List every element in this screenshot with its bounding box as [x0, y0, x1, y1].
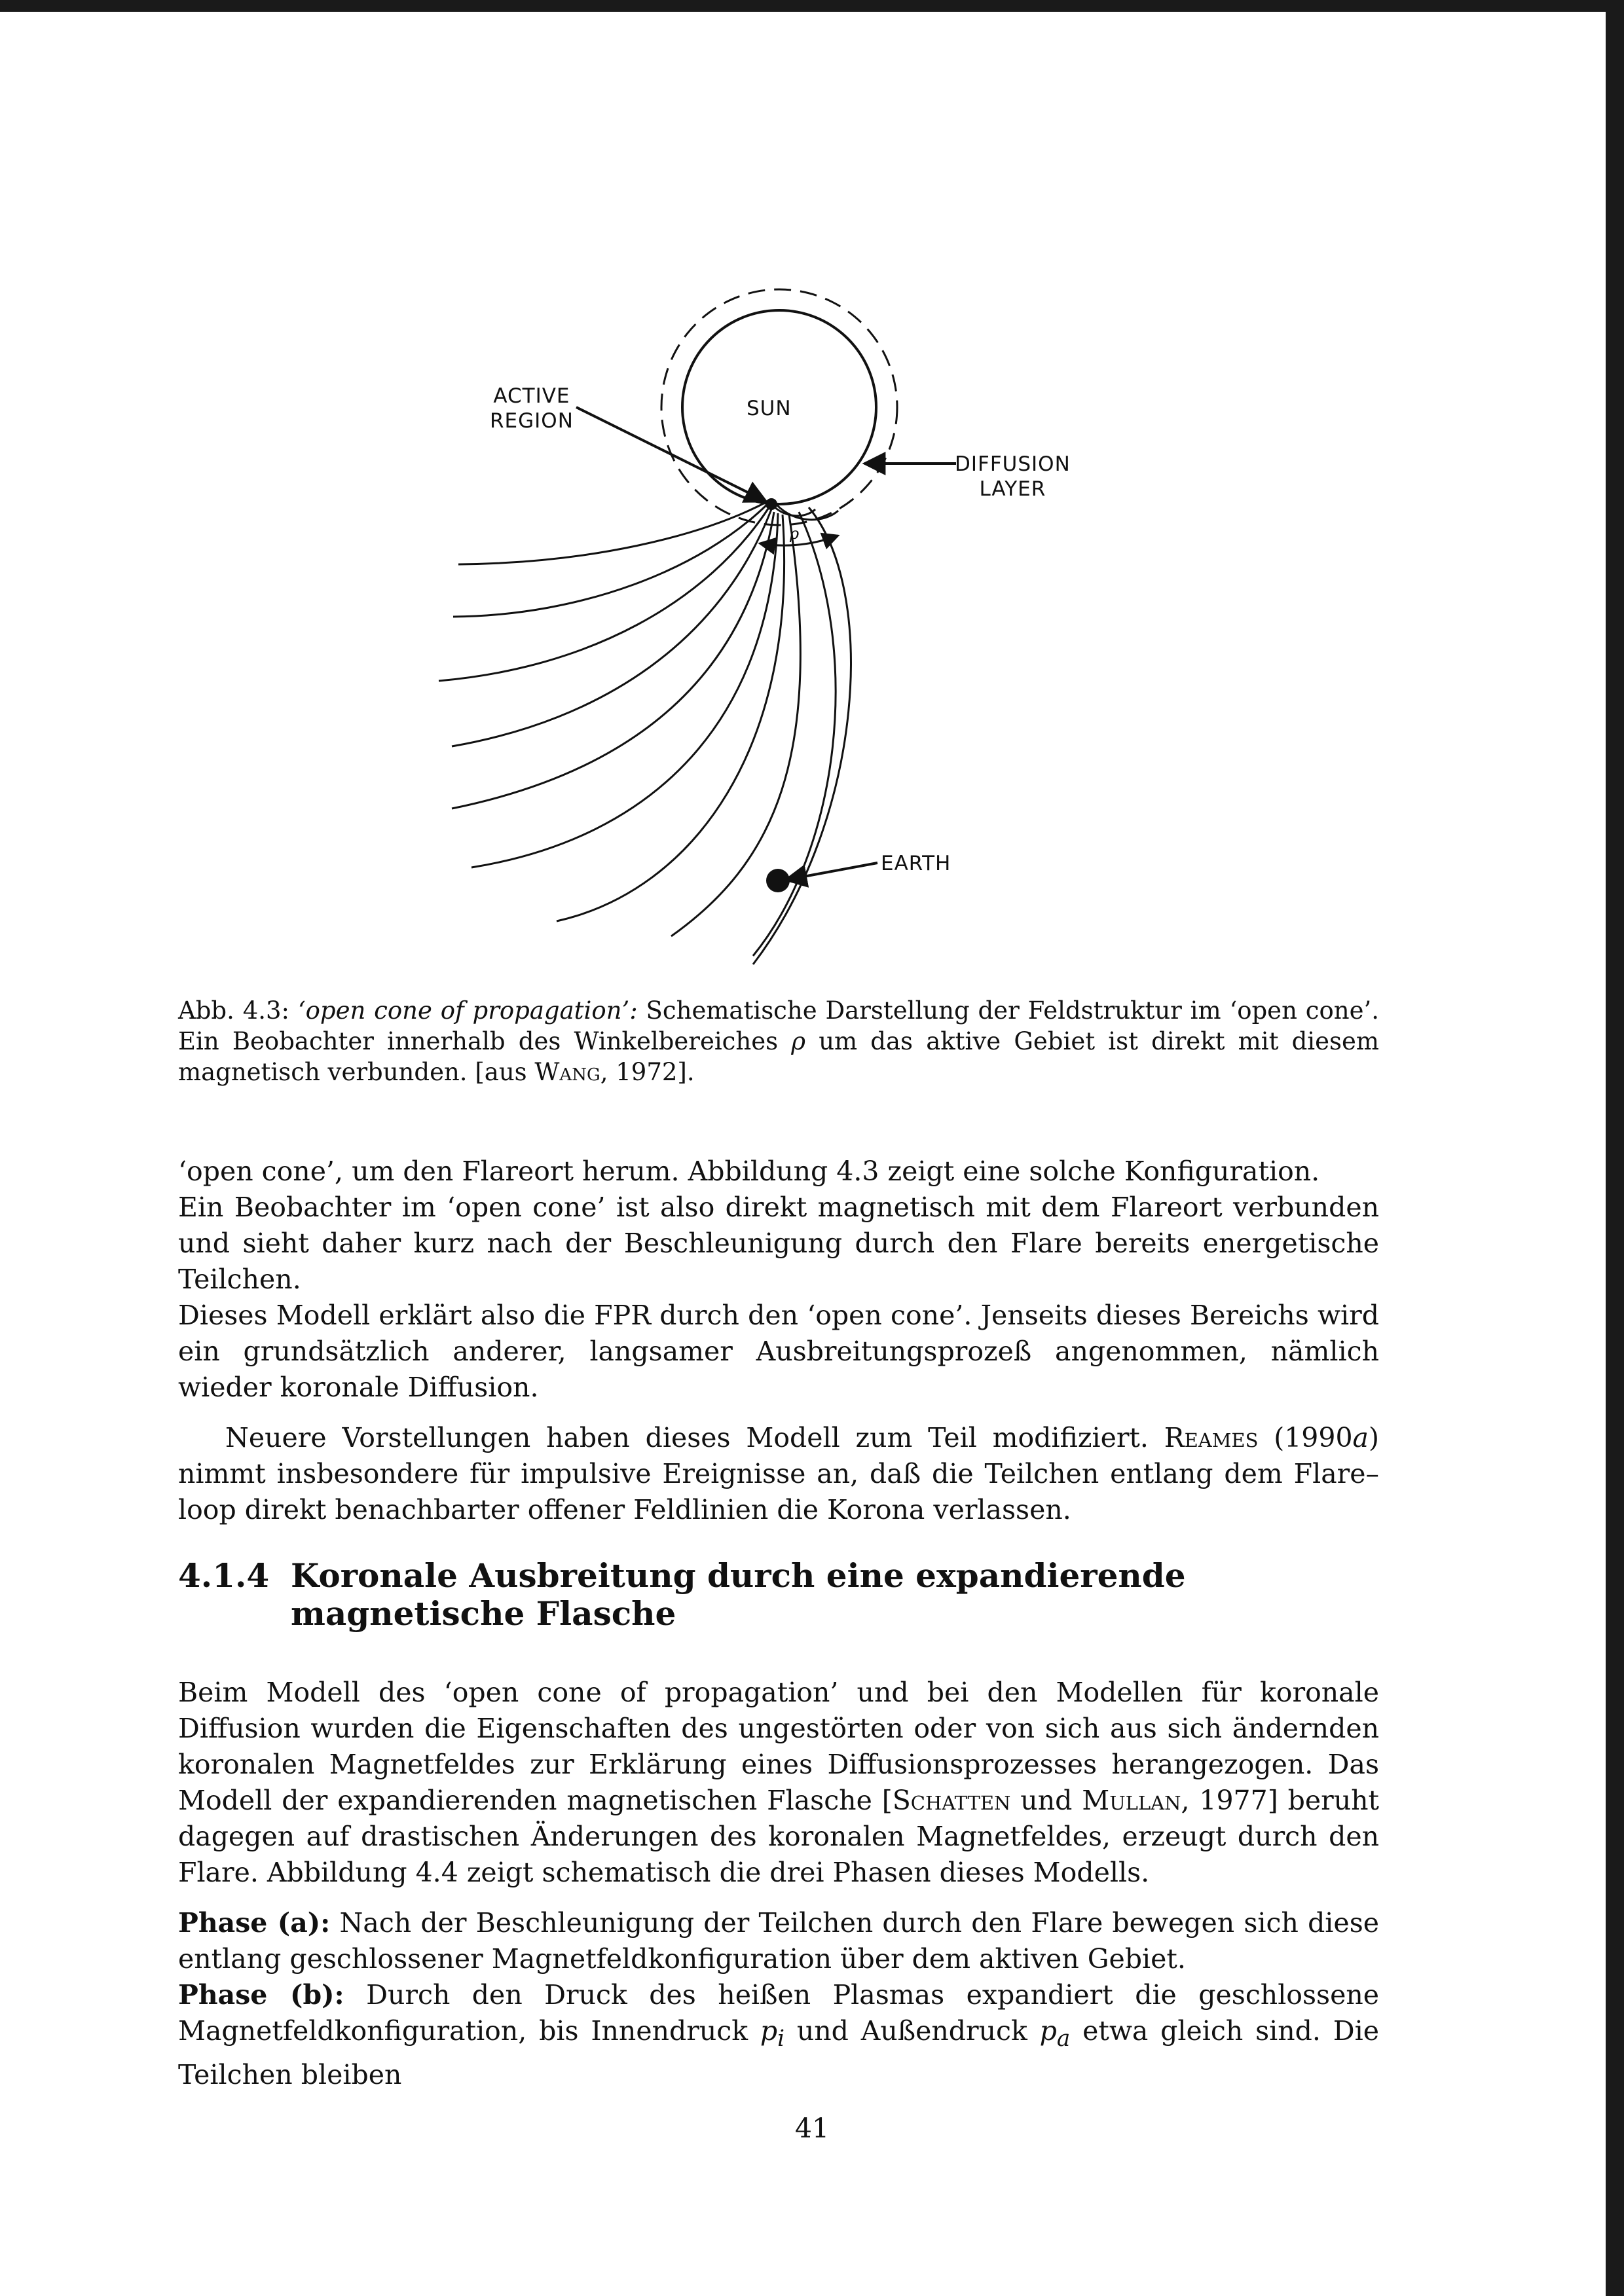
scan-border-top — [0, 0, 1624, 12]
caption-symbol: ρ — [791, 1027, 806, 1055]
p1-text-a: Beim Modell des ‘open cone of propagation’ und bei den Modellen für koronale Diffusion wurden die Eigenschaften des ungestörten oder von sich aus sich ändernden koronalen Magnetfeldes zur Erklärung eines Diffusionsprozesses herangezogen. Das Modell der expandierenden magnetischen Flasche [ — [178, 1677, 1379, 1816]
figure-drawing — [419, 262, 1139, 982]
symbol-p-a-sub: a — [1056, 2026, 1071, 2052]
active-region-label: ACTIVE REGION — [490, 384, 574, 433]
earth-pointer — [786, 863, 877, 880]
p1-text-c: , 1977] beruht dagegen auf drastischen Änderungen des koronalen Magnetfeldes, erzeugt durch den Flare. Abbildung 4.4 zeigt schematisch die drei Phasen dieses Modells. — [178, 1785, 1379, 1888]
caption-title: ‘open cone of propagation’: — [297, 996, 638, 1025]
symbol-p-i: p — [760, 2015, 778, 2047]
paragraph-model-fpr: Dieses Modell erklärt also die FPR durch den ‘open cone’. Jenseits dieses Bereichs wird ein grundsätzlich anderer, langsamer Ausbreitungsprozeß angenommen, nämlich wieder koronale Diffusion. — [178, 1300, 1379, 1403]
author-schatten: Schatten — [892, 1785, 1011, 1816]
caption-text-2: um das aktive Gebiet ist direkt mit diesem magnetisch verbunden. [aus — [178, 1027, 1379, 1086]
rho-label: ρ — [790, 524, 800, 543]
scan-border-right — [1606, 0, 1624, 2296]
paragraph-observer: Ein Beobachter im ‘open cone’ ist also direkt magnetisch mit dem Flareort verbunden und sieht daher kurz nach der Beschleunigung durch den Flare bereits energetische Teilchen. — [178, 1192, 1379, 1295]
page-number: 41 — [794, 2113, 830, 2144]
paragraph-open-cone: ‘open cone’, um den Flareort herum. Abbildung 4.3 zeigt eine solche Konfiguration. — [178, 1156, 1320, 1187]
figure-caption — [178, 995, 1379, 1087]
field-line-5 — [452, 512, 774, 809]
field-line-1 — [458, 501, 767, 564]
section-number: 4.1.4 — [178, 1556, 270, 1595]
symbol-p-a: p — [1039, 2015, 1057, 2047]
active-region-pointer — [576, 407, 766, 501]
author-mullan: Mullan — [1082, 1785, 1181, 1816]
symbol-p-i-sub: i — [777, 2026, 785, 2052]
phase-b-text-1: Durch den Druck des heißen Plasmas expandiert die geschlossene Magnetfeldkonfiguration, bis Innendruck — [178, 1979, 1380, 2047]
p4-italic: a — [1352, 1422, 1369, 1453]
field-line-4 — [452, 509, 771, 746]
active-region-spot — [766, 498, 777, 510]
phase-a-label: Phase (a): — [178, 1907, 331, 1939]
p1-text-b: und — [1010, 1785, 1082, 1816]
body-block-1 — [178, 1154, 1379, 1528]
paragraph-bottle-model — [178, 1675, 1379, 1891]
diffusion-layer-label: DIFFUSION LAYER — [955, 452, 1071, 501]
caption-text-3: , 1972]. — [600, 1058, 695, 1086]
p4-text-b: (1990 — [1258, 1422, 1353, 1453]
field-line-7 — [557, 515, 784, 921]
section-title: Koronale Ausbreitung durch eine expandierende magnetische Flasche — [291, 1556, 1186, 1633]
p4-text-c: ) nimmt insbesondere für impulsive Ereignisse an, daß die Teilchen entlang dem Flare–loop direkt benachbarter offener Feldlinien die Korona verlassen. — [178, 1422, 1379, 1525]
p4-text-a: Neuere Vorstellungen haben dieses Modell zum Teil modifiziert. — [225, 1422, 1164, 1453]
paragraph-newer-ideas — [178, 1420, 1379, 1528]
figure-open-cone — [419, 262, 1139, 982]
p4-author: Reames — [1164, 1422, 1259, 1453]
earth-label: EARTH — [881, 852, 951, 875]
caption-author: Wang — [534, 1058, 600, 1086]
phase-a-text: Nach der Beschleunigung der Teilchen durch den Flare bewegen sich diese entlang geschlossener Magnetfeldkonfiguration über dem aktiven Gebiet. — [178, 1907, 1379, 1975]
phase-b-text-2: und Außendruck — [784, 2015, 1040, 2047]
section-heading — [178, 1557, 1379, 1633]
paragraph-phase-b — [178, 1977, 1379, 2093]
field-line-10 — [753, 507, 851, 964]
earth-dot — [766, 869, 790, 892]
body-block-2 — [178, 1675, 1379, 2093]
field-lines — [439, 501, 851, 964]
loop-2 — [776, 504, 838, 520]
sun-label: SUN — [747, 397, 792, 420]
caption-text-1: Schematische Darstellung der Feldstruktur im ‘open cone’. Ein Beobachter innerhalb des Winkelbereiches — [178, 996, 1379, 1055]
phase-b-text-3: etwa gleich sind. Die Teilchen bleiben — [178, 2015, 1379, 2091]
paragraph-phase-a — [178, 1905, 1379, 1977]
field-line-6 — [471, 513, 778, 867]
phase-b-label: Phase (b): — [178, 1979, 344, 2011]
caption-prefix: Abb. 4.3: — [178, 996, 298, 1025]
